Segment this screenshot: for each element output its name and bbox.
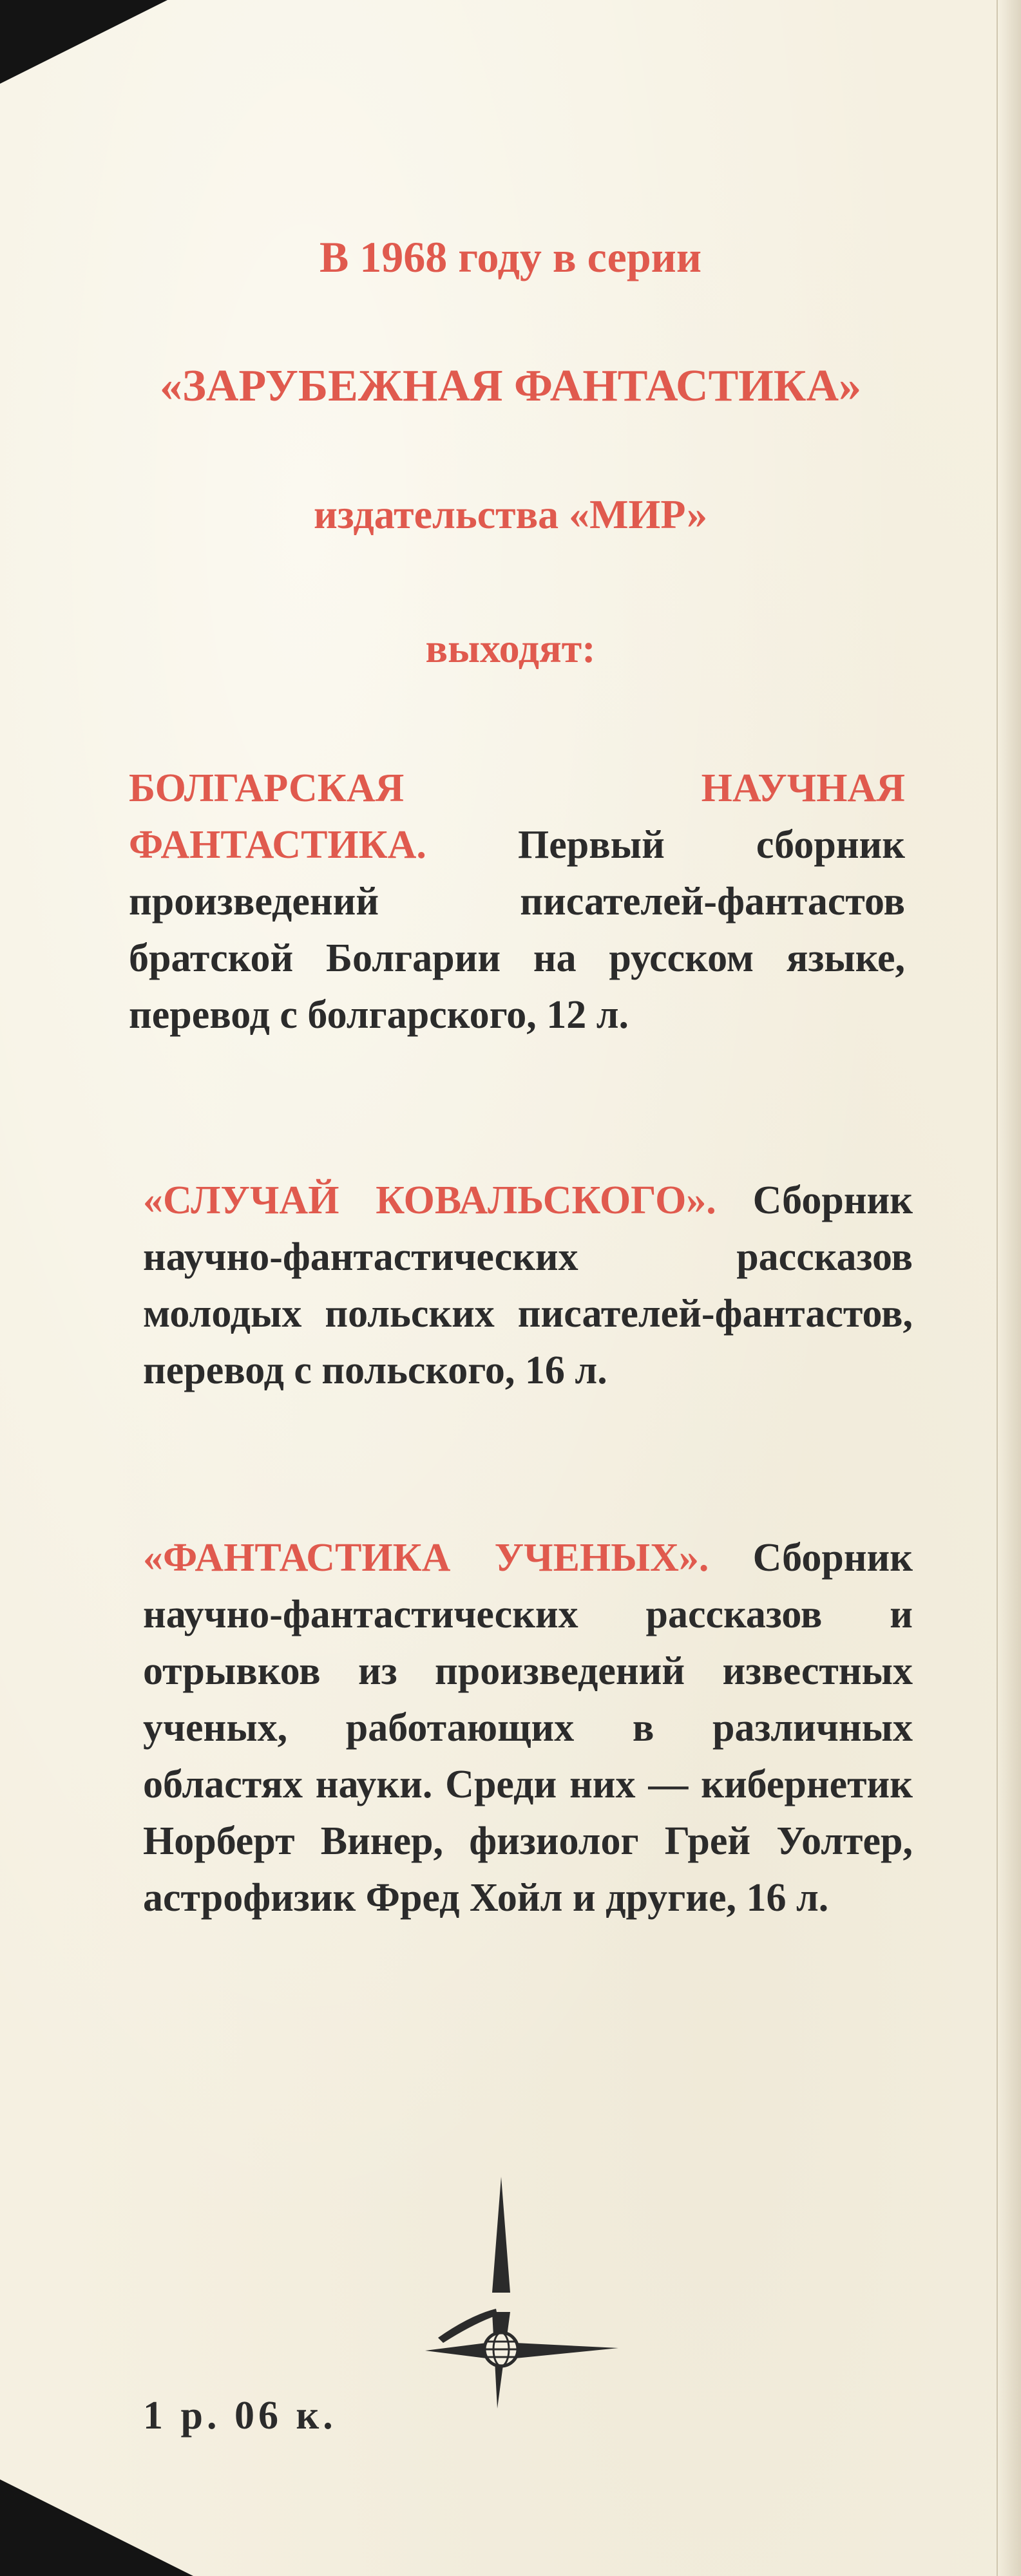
book-entry-kowalski-case [143,1172,913,1399]
dark-corner-bottom-left [0,2479,193,2576]
price-label: 1 р. 06 к. [143,2394,337,2438]
dark-corner-top-left [0,0,167,84]
book-description: Первый сборник произведений писателей-фантастов братской Болгарии на русском языке, перевод с болгарского, 12 л. [129,823,905,1037]
header-coming-out: выходят: [425,625,596,671]
publisher-star-globe-logo-icon [425,2177,618,2428]
header-year-line: В 1968 году в серии [319,232,702,281]
book-title: БОЛГАРСКАЯ НАУЧНАЯ ФАНТАСТИКА. [129,766,905,867]
header-publisher: издательства «МИР» [313,491,708,537]
book-entry-bulgarian-sf [129,760,905,1043]
book-description: Сборник научно-фантастических рассказов и отрывков из произведений известных ученых, работающих в различных областях науки. Среди них — кибернетик Норберт Винер, физиолог Грей Уолтер, астрофизик Фред Хойл и другие, 16 л. [143,1536,913,1920]
book-title: «ФАНТАСТИКА УЧЕНЫХ». [143,1536,709,1580]
book-entry-scientists-sf [143,1530,913,1926]
header-series-title: «ЗАРУБЕЖНАЯ ФАНТАСТИКА» [159,361,862,411]
book-title: «СЛУЧАЙ КОВАЛЬСКОГО». [143,1179,716,1222]
book-description: Сборник научно-фантастических рассказов молодых польских писателей-фантастов, перевод с польского, 16 л. [143,1179,913,1392]
